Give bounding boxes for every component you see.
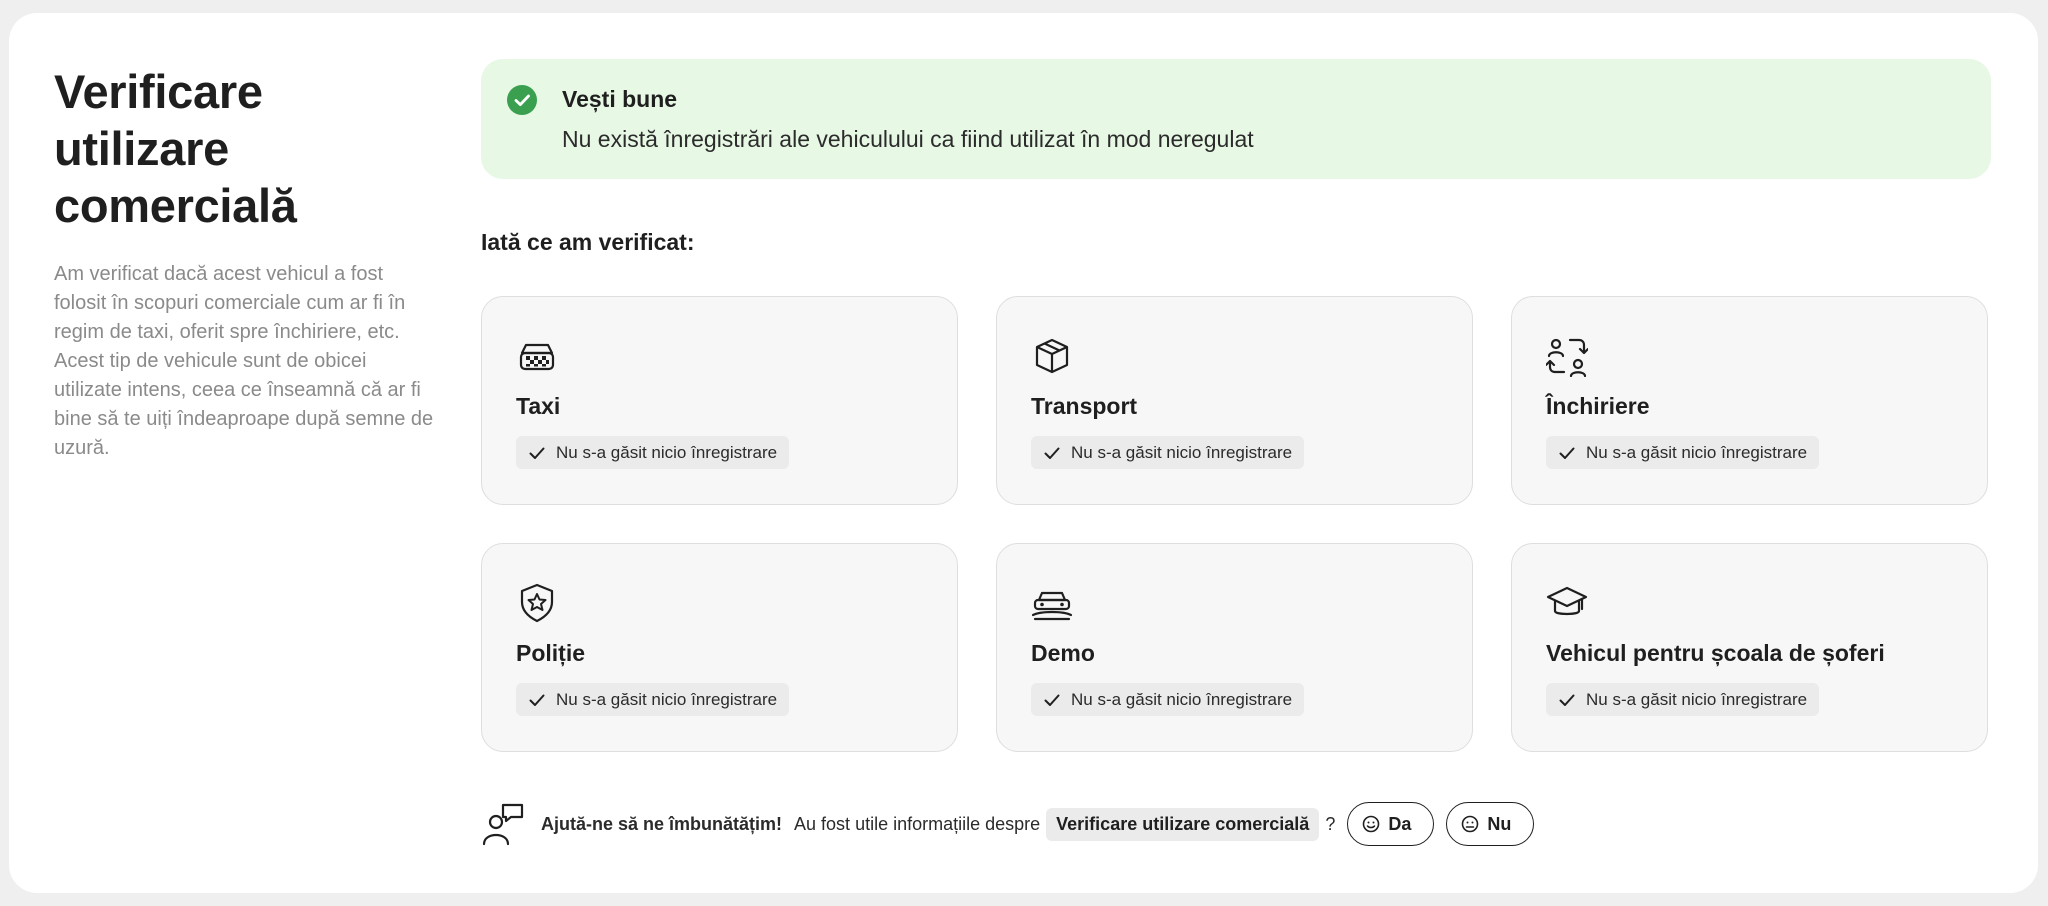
user-swap-icon — [1546, 335, 1588, 377]
feedback-topic-chip: Verificare utilizare comercială — [1046, 808, 1319, 841]
status-text: Nu s-a găsit nicio înregistrare — [1586, 442, 1808, 462]
feedback-prompt: Ajută-ne să ne îmbunătățim! — [541, 813, 783, 834]
status-badge — [1031, 436, 1304, 469]
checkmark-icon — [1558, 444, 1576, 462]
page-title — [54, 63, 444, 234]
check-card-inchiriere — [1511, 296, 1988, 505]
feedback-yes-button[interactable] — [1347, 802, 1434, 846]
alert-text: Nu există înregistrări ale vehiculului ca fiind utilizat în mod neregulat — [562, 126, 1254, 152]
check-card-scoala-soferi — [1511, 543, 1988, 752]
check-card-politie — [481, 543, 958, 752]
status-badge — [1546, 436, 1819, 469]
feedback-yes-label: Da — [1388, 813, 1412, 834]
card-title: Vehicul pentru școala de șoferi — [1546, 640, 1885, 666]
card-title: Poliție — [516, 640, 586, 666]
feedback-no-button[interactable] — [1446, 802, 1534, 846]
checked-section-title: Iată ce am verificat: — [481, 229, 695, 255]
card-title: Închiriere — [1546, 393, 1650, 419]
check-card-transport — [996, 296, 1473, 505]
status-text: Nu s-a găsit nicio înregistrare — [1071, 442, 1293, 462]
graduation-cap-icon — [1546, 582, 1588, 624]
taxi-sign-icon — [516, 335, 558, 377]
page-description: Am verificat dacă acest vehicul a fost folosit în scopuri comerciale cum ar fi în regim de taxi, oferit spre închiriere, etc. Acest tip de vehicule sunt de obicei utilizate intens, ceea ce înseamnă că ar fi bine să te uiți îndeaproape după semne de uzură. — [54, 263, 434, 459]
car-on-stand-icon — [1031, 582, 1073, 624]
checkmark-icon — [528, 444, 546, 462]
person-speech-icon — [481, 802, 525, 846]
feedback-row — [481, 800, 1581, 848]
neutral-face-icon — [1461, 815, 1479, 833]
check-card-demo — [996, 543, 1473, 752]
checkmark-icon — [528, 691, 546, 709]
checkmark-icon — [1043, 444, 1061, 462]
status-text: Nu s-a găsit nicio înregistrare — [1071, 689, 1293, 709]
page-panel — [9, 13, 2038, 893]
status-text: Nu s-a găsit nicio înregistrare — [556, 442, 778, 462]
card-title: Taxi — [516, 393, 561, 419]
feedback-question: Au fost utile informațiile despre — [794, 813, 1041, 834]
status-badge — [516, 436, 789, 469]
card-title: Transport — [1031, 393, 1138, 419]
feedback-no-label: Nu — [1487, 813, 1512, 834]
status-badge — [1031, 683, 1304, 716]
alert-title: Vești bune — [562, 86, 678, 112]
police-shield-icon — [516, 582, 558, 624]
feedback-question-mark: ? — [1325, 813, 1336, 834]
check-card-taxi — [481, 296, 958, 505]
status-badge — [516, 683, 789, 716]
status-text: Nu s-a găsit nicio înregistrare — [556, 689, 778, 709]
smile-icon — [1362, 815, 1380, 833]
box-icon — [1031, 335, 1073, 377]
status-text: Nu s-a găsit nicio înregistrare — [1586, 689, 1808, 709]
page-title-line: utilizare — [54, 122, 229, 175]
checkmark-icon — [1043, 691, 1061, 709]
page-title-line: comercială — [54, 179, 297, 232]
page-title-line: Verificare — [54, 65, 263, 118]
check-circle-icon — [507, 85, 537, 115]
card-title: Demo — [1031, 640, 1095, 666]
checkmark-icon — [1558, 691, 1576, 709]
status-badge — [1546, 683, 1819, 716]
good-news-alert — [481, 59, 1991, 179]
intro-column — [54, 63, 444, 463]
